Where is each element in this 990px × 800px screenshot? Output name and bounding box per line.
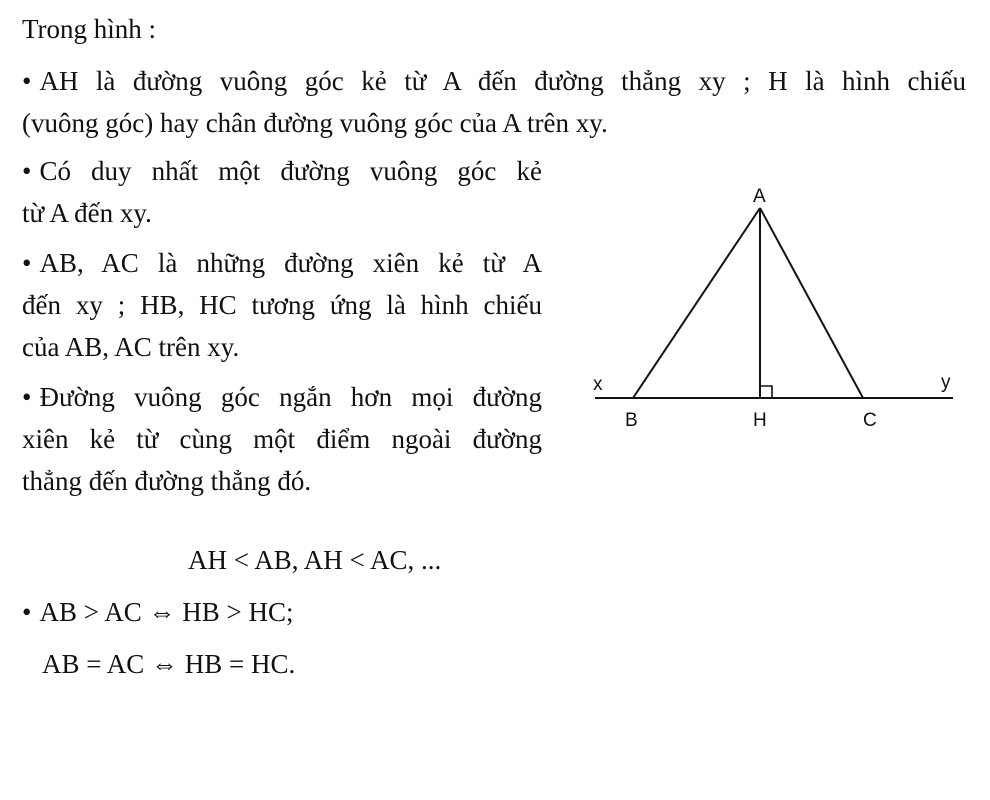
paragraph-unique-perpendicular xyxy=(22,150,542,234)
paragraph-oblique-lines xyxy=(22,242,542,368)
paragraph-row xyxy=(22,150,542,192)
paragraph-text: AB, AC là những đường xiên kẻ từ A xyxy=(39,248,542,278)
formula-ab-equal-ac: AB = AC ⇔ HB = HC. xyxy=(42,649,296,679)
label-line-y: y xyxy=(941,372,951,393)
segment-ac xyxy=(760,208,863,398)
formula-ab-greater-ac xyxy=(22,595,293,629)
paragraph-perpendicular-definition xyxy=(22,60,966,144)
label-point-h: H xyxy=(753,410,767,431)
perpendicular-oblique-diagram xyxy=(585,180,965,440)
paragraph-row: (vuông góc) hay chân đường vuông góc của A trên xy. xyxy=(22,108,608,138)
formula-text: AB > AC ⇔ HB > HC; xyxy=(39,597,294,627)
formula-ah-comparison: AH < AB, AH < AC, ... xyxy=(188,545,442,575)
paragraph-row: thẳng đến đường thẳng đó. xyxy=(22,466,312,496)
intro-text: Trong hình : xyxy=(22,14,157,44)
segment-ab xyxy=(633,208,760,398)
bullet-icon: • xyxy=(22,156,32,186)
bullet-icon: • xyxy=(22,597,32,627)
paragraph-text: AH là đường vuông góc kẻ từ A đến đường thẳng xy ; H là hình chiếu xyxy=(39,66,966,96)
label-line-x: x xyxy=(593,374,603,395)
paragraph-row xyxy=(22,376,542,418)
paragraph-text: Có duy nhất một đường vuông góc kẻ xyxy=(39,156,542,186)
paragraph-row: đến xy ; HB, HC tương ứng là hình chiếu xyxy=(22,290,542,320)
paragraph-row: xiên kẻ từ cùng một điểm ngoài đường xyxy=(22,424,542,454)
paragraph-row xyxy=(22,60,966,102)
bullet-icon: • xyxy=(22,66,32,96)
paragraph-row: từ A đến xy. xyxy=(22,198,152,228)
label-point-a: A xyxy=(753,186,766,207)
right-angle-mark xyxy=(760,386,772,398)
paragraph-text: Đường vuông góc ngắn hơn mọi đường xyxy=(39,382,542,412)
paragraph-row: của AB, AC trên xy. xyxy=(22,332,240,362)
paragraph-row xyxy=(22,242,542,284)
label-point-c: C xyxy=(863,410,877,431)
paragraph-shortest-perpendicular xyxy=(22,376,542,502)
bullet-icon: • xyxy=(22,382,32,412)
bullet-icon: • xyxy=(22,248,32,278)
label-point-b: B xyxy=(625,410,638,431)
